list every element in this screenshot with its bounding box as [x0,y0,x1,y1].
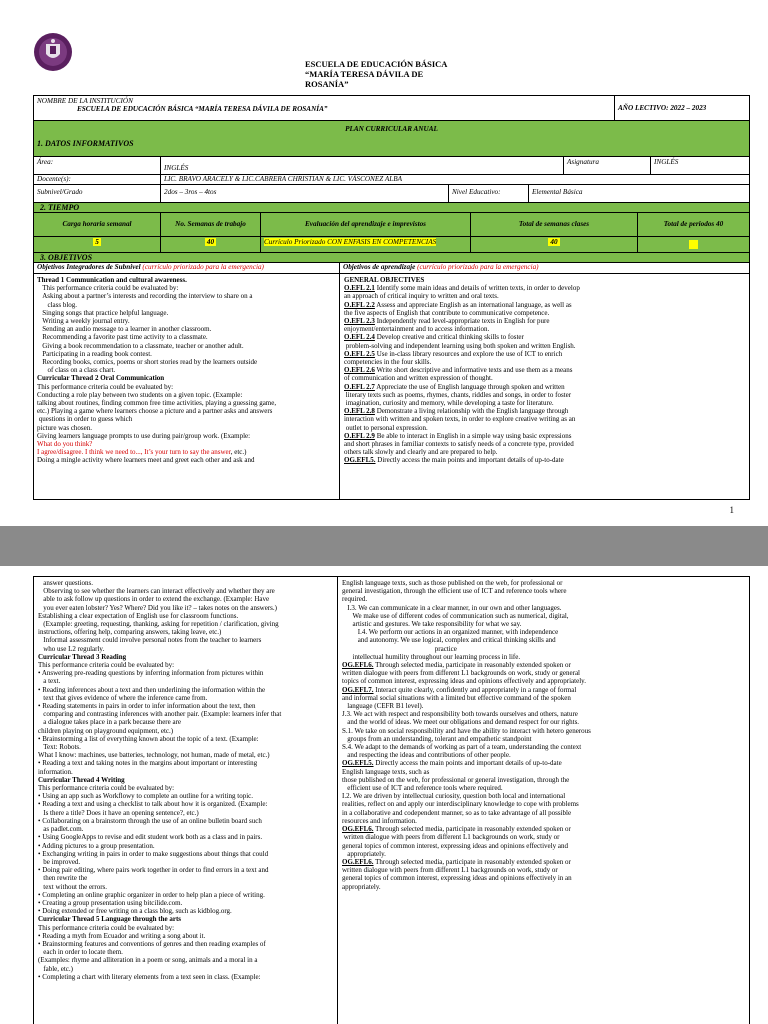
text-line: able to ask follow up questions in order to extend the exchange. (Example: Have [38,595,270,604]
text-line: This performance criteria could be evaluated by: [38,661,175,670]
text-line: Doing a mingle activity where learners meet and greet each other and ask and [37,456,255,465]
section-1-title: 1. DATOS INFORMATIVOS [37,139,134,148]
text-line: • Brainstorming features and conventions of genres and then reading examples of [38,939,266,948]
text-line: O.EFL 2.3 Independently read level-appropriate texts in English for pure [344,317,550,326]
text-line: the five aspects of English that contribute to communicative competence. [344,308,550,317]
text-line: Sending an audio message to a learner in another classroom. [37,325,212,334]
text-line: This performance criteria could be evaluated by: [38,784,175,793]
area-value: INGLÉS [160,157,563,174]
text-line: O.EFL 2.6 Write short descriptive and informative texts and use them as a means [344,366,573,375]
text-line: • Collaborating on a brainstorm through the use of an online bulletin board such [38,816,262,825]
header-line-3: ROSANÍA” [305,79,349,89]
text-line: O.EFL 2.9 Be able to interact in English in a simple way using basic expressions [344,431,572,440]
text-line: problem-solving and independent learning using both spoken and written English. [344,341,576,350]
text-line: of class on a class chart. [37,366,116,375]
text-line: written dialogue with peers from different L1 backgrounds on work, study or [342,866,558,875]
text-line: as padlet.com. [38,825,84,834]
class-weeks-value: 40 [550,238,558,246]
time-section-title: 2. TIEMPO [40,203,80,212]
text-line: OG.EFL7. Interact quite clearly, confidently and appropriately in a range of formal [342,685,577,694]
text-line: a dialogue takes place in a park because there are [38,718,182,727]
text-line: • Adding pictures to a group presentation. [38,841,155,850]
school-header [305,59,465,89]
text-line: • Reading a text and using a checklist to talk about how it is organized. (Example: [38,800,268,809]
text-line: general investigation, through the efficient use of ICT and reference tools where [342,587,567,596]
plan-title-row [34,121,749,157]
text-line: appropriately. [342,882,381,891]
text-line: who use L2 regularly. [38,644,105,653]
text-line: Informal assessment could involve personal notes from the teacher to learners [38,636,262,645]
text-line: artistic and gestures. We take responsibility for what we say. [342,620,522,629]
text-line: be improved. [38,857,81,866]
text-line: What do you think? [37,440,93,449]
text-line: • Reading a myth from Ecuador and writing a song about it. [38,931,206,940]
institution-label: NOMBRE DE LA INSTITUCIÓN [37,97,133,105]
text-line: groups from an understanding, tolerant and empathetic standpoint [342,734,532,743]
text-line: language (CEFR B1 level). [342,702,424,711]
text-line: This performance criteria could be evaluated by: [38,923,175,932]
text-line: and short phrases in familiar contexts to satisfy needs of a concrete type, provided [344,440,574,449]
text-line: imagination, curiosity and memory, while developing a taste for literature. [344,399,554,408]
text-line: and respecting the ideas and contributions of other people. [342,751,511,760]
text-line: • Exchanging writing in pairs in order to make suggestions about things that could [38,849,269,858]
text-line: This performance criteria could be evaluated by: [37,382,174,391]
objectives-section-title: 3. OBJETIVOS [40,253,93,262]
institution-name: ESCUELA DE EDUCACIÓN BÁSICA “MARÍA TERESA DÁVILA DE ROSANÍA” [77,105,328,113]
text-line: an approach of critical inquiry to written and oral texts. [344,292,499,301]
text-line: those published on the web, for professional or general investigation, through the [342,775,570,784]
level-row [34,185,749,203]
objectives-section-row [34,253,749,263]
text-line: Curricular Thread 5 Language through the arts [38,915,181,924]
text-line: • Completing an online graphic organizer in order to help plan a piece of writing. [38,890,265,899]
edu-level-value: Elemental Básica [528,185,749,202]
text-line: text without the errors. [38,882,108,891]
edu-level-label: Nivel Educativo: [448,185,528,202]
text-line: Recommending a favorite past time activity to a classmate. [37,333,208,342]
document-page-2 [0,566,768,1024]
level-value: 2dos – 3ros – 4tos [160,185,448,202]
page-number: 1 [729,505,734,515]
text-line: resources and information. [342,816,417,825]
text-line: Curricular Thread 3 Reading [38,652,127,661]
objectives-header-row [34,263,749,274]
work-weeks-value: 40 [206,238,215,246]
text-line: (Example: greeting, requesting, thanking, asking for repetition / clarification, giving [38,620,279,629]
text-line: class blog. [37,300,78,309]
text-line: I.3. We can communicate in a clear manner, in our own and other languages. [342,603,562,612]
text-line: Participating in a reading book contest. [37,349,152,358]
text-line: then rewrite the [38,874,88,883]
class-weeks-header: Total de semanas clases [470,213,637,236]
text-line: appropriately. [342,849,386,858]
institution-row [34,96,749,121]
text-line: OG.EFL6. Through selected media, participate in reasonably extended spoken or [342,857,571,866]
text-line: each in order to locate them. [38,948,123,957]
area-row [34,157,749,175]
text-line: enjoyment/entertainment and to access information. [344,325,490,334]
learning-objectives-note: (currículo priorizado para la emergencia) [417,263,539,271]
text-line: What I know: machines, use batteries, technology, not human, made of metal, etc.) [38,751,270,760]
text-line: Establishing a clear expectation of English use for classroom functions. [38,611,239,620]
text-line: O.EFL 2.2 Assess and appreciate English as an international language, as well as [344,300,572,309]
text-line: competencies in the four skills. [344,358,432,367]
text-line: in a collaborative and codependent manner, so as to take advantage of all possible [342,808,572,817]
text-line: topics of common interest, expressing ideas and opinions effectively and appropriately. [342,677,586,686]
text-line: J.3. We act with respect and responsibility both towards ourselves and others, nature [342,710,578,719]
text-line: and the world of ideas. We meet our obligations and demand respect for our rights. [342,718,580,727]
text-line: • Using GoogleApps to revise and edit student work both as a class and in pairs. [38,833,263,842]
text-line: Curricular Thread 4 Writing [38,775,125,784]
text-line: O.EFL 2.4 Develop creative and critical thinking skills to foster [344,333,524,342]
text-line: general topics of common interest, expressing ideas and opinions effectively and [342,841,568,850]
integrating-objectives-column [34,274,337,500]
text-line: efficient use of ICT and reference tools where required. [342,784,503,793]
learning-objectives-header: Objetivos de aprendizaje [343,263,418,271]
text-line: • Reading inferences about a text and then underlining the information within the [38,685,266,694]
text-line: instructions, offering help, comparing answers, taking leave, etc.) [38,628,222,637]
text-line: OG.EFL6. Through selected media, participate in reasonably extended spoken or [342,661,571,670]
text-line: outlet to personal expression. [344,423,428,432]
text-line: S.4. We adapt to the demands of working as part of a team, understanding the context [342,743,582,752]
learning-objectives-column [339,274,749,500]
text-line: Thread 1 Communication and cultural awareness. [37,276,187,284]
evaluation-value: Currículo Priorizado CON ENFASIS EN COMPETENCIAS [264,238,437,246]
text-line: picture was chosen. [37,423,93,432]
text-line: Is there a title? Does it have an opening sentence?, etc.) [38,808,199,817]
curriculum-table-continued [33,576,750,1024]
text-line: interaction with written and spoken texts, in order to explore creative writing as an [344,415,576,424]
text-line: O.EFL 2.7 Appreciate the use of English language through spoken and written [344,382,565,391]
evaluation-header: Evaluación del aprendizaje e imprevistos [260,213,470,236]
text-line: • Answering pre-reading questions by inferring information from pictures within [38,669,264,678]
text-line: Text: Robots. [38,743,81,752]
text-line: This performance criteria could be evaluated by: [37,284,179,293]
text-line: O.EFL 2.8 Demonstrate a living relationship with the English language through [344,407,569,416]
weekly-hours-header: Carga horaria semanal [62,220,132,228]
text-line: GENERAL OBJECTIVES [344,276,425,284]
text-line: general topics of common interest, expressing ideas and opinions effectively in an [342,874,572,883]
text-line: and autonomy. We use logical, complex and critical thinking skills and [342,636,556,645]
text-line: Writing a weekly journal entry. [37,317,130,326]
text-line: etc.) Playing a game where learners choose a picture and a partner asks and answers [37,407,273,416]
text-line: required. [342,595,368,604]
header-line-2: “MARÍA TERESA DÁVILA DE [305,69,424,79]
text-line: practice [342,644,457,653]
text-line: OG.EFL6. Through selected media, participate in reasonably extended spoken or [342,825,571,834]
text-line: Asking about a partner’s interests and recording the interview to share on a [37,292,253,301]
area-label: Área: [37,158,54,166]
text-line: Recording books, comics, poems or short stories read by the learners outside [37,358,258,367]
learning-objectives-column-continued [337,577,749,1024]
text-line: realities, reflect on and apply our interdisciplinary knowledge to cope with problems [342,800,579,809]
text-line: Singing songs that practice helpful language. [37,308,169,317]
text-line: fable, etc.) [38,964,73,973]
teachers-row [34,175,749,185]
text-line: OG.EFL5. Directly access the main points and important details of up-to-date [342,759,562,768]
plan-title: PLAN CURRICULAR ANUAL [345,125,438,133]
text-line: written dialogue with peers from different L1 backgrounds on work, study or general [342,669,580,678]
text-line: Curricular Thread 2 Oral Communication [37,374,165,383]
subject-label: Asignatura [563,157,650,174]
text-line: • Brainstorming a list of everything known about the topic of a text. (Example: [38,734,259,743]
text-line: I.4. We perform our actions in an organized manner, with independence [342,628,559,637]
text-line: you ever eaten lobster? Yes? Where? Did you like it? – takes notes on the answers.) [38,603,277,612]
text-line: answer questions. [38,579,94,587]
integrating-objectives-header: Objetivos Integradores de Subnivel [37,263,143,271]
text-line: Conducting a role play between two students on a given topic. (Example: [37,390,243,399]
text-line: Giving a book recommendation to a classmate, teacher or another adult. [37,341,244,350]
text-line: I.2. We are driven by intellectual curiosity, question both local and international [342,792,566,801]
text-line: children playing on playground equipment, etc.) [38,726,174,735]
teachers-label: Docente(s): [37,175,71,183]
teachers-value: LIC. BRAVO ARACELY & LIC.CABRERA CHRISTIAN & LIC. VÁSCONEZ ALBA [160,175,749,184]
time-section-row [34,203,749,213]
curriculum-table [33,95,750,500]
text-line: comparing and contrasting inferences with another pair. (Example: learners infer that [38,710,282,719]
text-line: intellectual humility throughout our learning process in life. [342,652,521,661]
integrating-objectives-column-continued [34,577,337,1024]
text-line: O.EFL 2.1 Identify some main ideas and details of written texts, in order to develop [344,284,580,293]
text-line: • Doing extended or free writing on a class blog, such as kidblog.org. [38,907,232,916]
total-periods-header: Total de periodos 40 [637,213,749,236]
work-weeks-header: No. Semanas de trabajo [160,213,260,236]
text-line: others talk slowly and clearly and are prepared to help. [344,448,498,457]
text-line: English language texts, such as [342,767,430,776]
text-line: • Doing pair editing, where pairs work together in order to find errors in a text and [38,866,269,875]
weekly-hours-value: 5 [95,238,99,246]
text-line: text that gives evidence of where the inference came from. [38,693,208,702]
header-line-1: ESCUELA DE EDUCACIÓN BÁSICA [305,59,448,69]
text-line: • Completing a chart with literary elements from a text seen in class. (Example: [38,972,261,981]
text-line: We make use of different codes of communication such as numerical, digital, [342,611,569,620]
text-line: information. [38,767,73,776]
text-line: Observing to see whether the learners can interact effectively and whether they are [38,587,275,596]
total-periods-highlight [689,240,698,249]
school-year: AÑO LECTIVO: 2022 – 2023 [614,96,749,120]
text-line: questions in order to guess which [37,415,133,424]
text-line: S.1. We take on social responsibility and have the ability to interact with hetero generous [342,726,591,735]
level-label: Subnivel/Grado [37,188,83,196]
text-line: English language texts, such as those published on the web, for professional or [342,579,563,587]
text-line: O.EFL 2.5 Use in-class library resources and explore the use of ICT to enrich [344,349,563,358]
text-line: • Creating a group presentation using bitcilide.com. [38,898,183,907]
text-line: talking about routines, finding common free time activities, playing a guessing game, [37,399,277,408]
text-line: I agree/disagree. I think we need to..., It’s your turn to say the answer, etc.) [37,448,247,457]
subject-value: INGLÉS [650,157,749,174]
text-line: Giving learners language prompts to use during pair/group work. (Example: [37,431,251,440]
text-line: of communication and written expression of thought. [344,374,493,383]
integrating-objectives-note: (currículo priorizado para la emergencia) [142,263,264,271]
school-crest-icon [33,32,73,72]
text-line: • Using an app such as Workflowy to complete an outline for a writing topic. [38,792,254,801]
text-line: • Reading statements in pairs in order to infer information about the text, then [38,702,256,711]
text-line: • Reading a text and taking notes in the margins about important or interesting [38,759,258,768]
time-values-row [34,237,749,253]
time-header-row [34,213,749,237]
text-line: a text. [38,677,61,686]
text-line: literary texts such as poems, rhymes, chants, riddles and songs, in order to foster [344,390,572,399]
text-line: OG.EFL5. Directly access the main points and important details of up-to-date [344,456,564,465]
text-line: (Examples: rhyme and alliteration in a poem or song, animals and a moral in a [38,956,258,965]
text-line: written dialogue with peers from different L1 backgrounds on work, study or [342,833,560,842]
text-line: and informal social situations with a limited but effective command of the spoken [342,693,571,702]
